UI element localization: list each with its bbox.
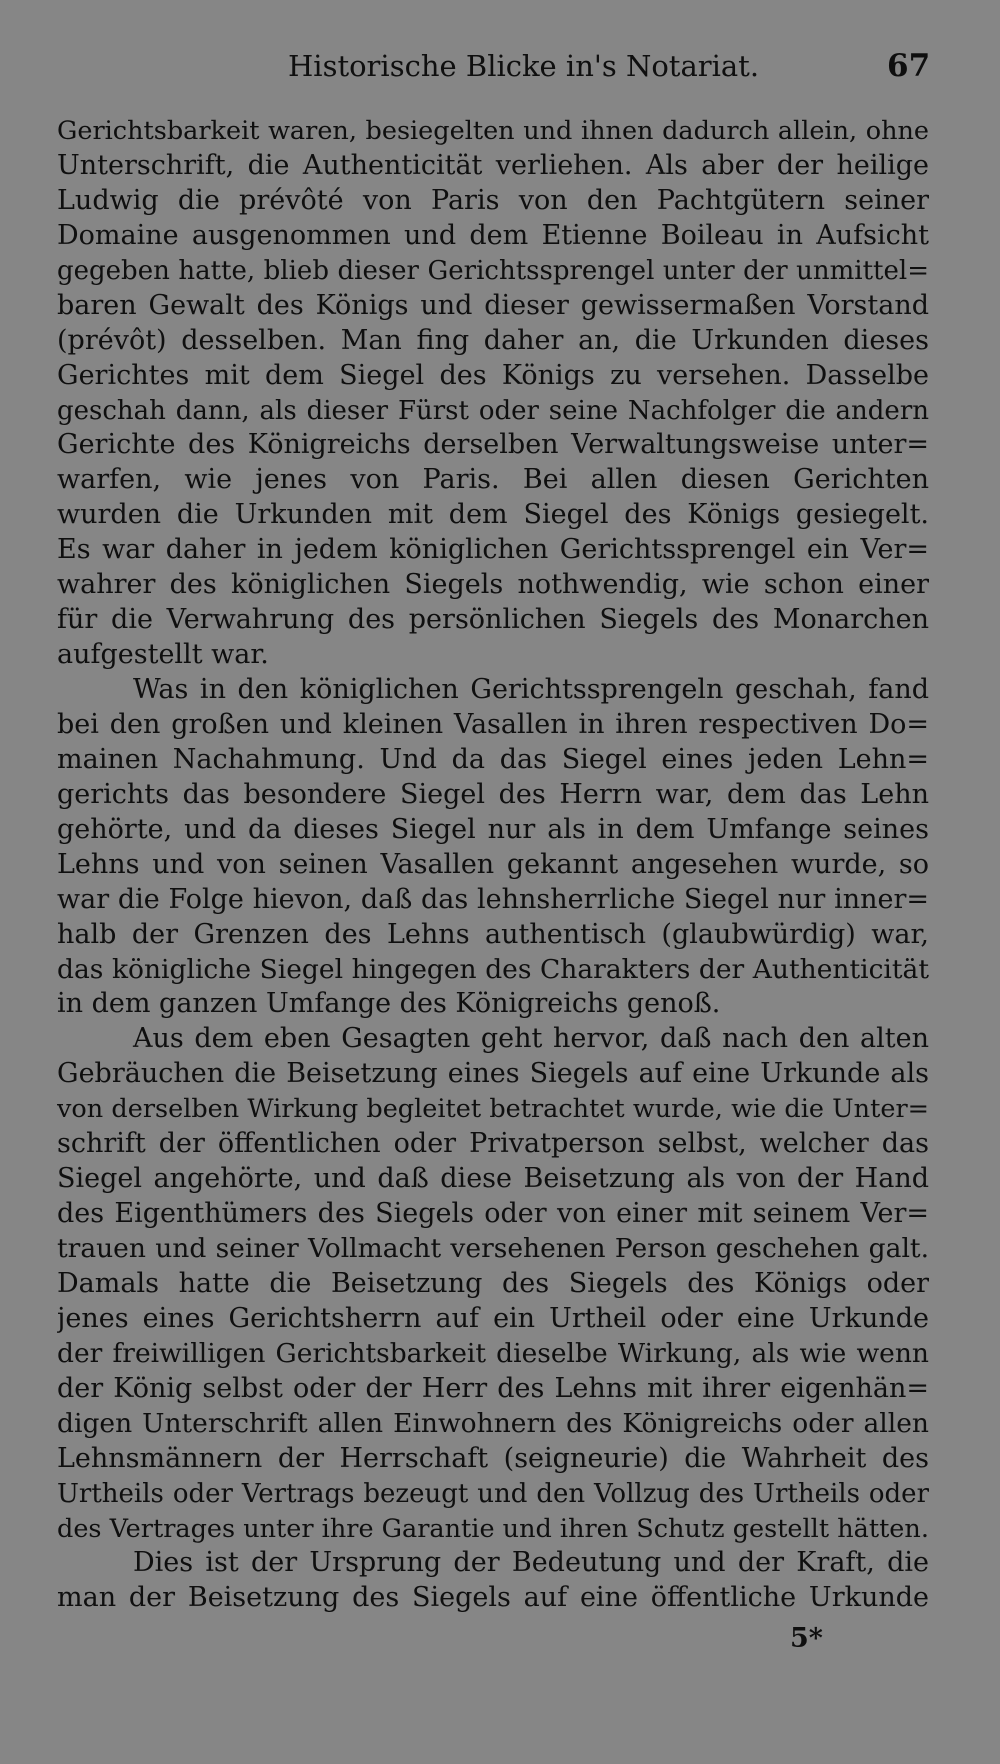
text-line: gehörte, und da dieses Siegel nur als in dem Umfange seines <box>57 813 929 845</box>
text-line: bei den großen und kleinen Vasallen in ihren respectiven Do= <box>57 708 929 740</box>
text-line: der König selbst oder der Herr des Lehns mit ihrer eigenhän= <box>57 1372 929 1404</box>
text-line: Gebräuchen die Beisetzung eines Siegels auf eine Urkunde als <box>57 1058 929 1090</box>
text-line: das königliche Siegel hingegen des Charakters der Authenticität <box>57 953 929 985</box>
text-line-paragraph-start: Dies ist der Ursprung der Bedeutung und der Kraft, die <box>133 1547 929 1579</box>
text-line: Damals hatte die Beisetzung des Siegels des Königs oder <box>57 1267 929 1299</box>
text-line-paragraph-start: Was in den königlichen Gerichtssprengeln geschah, fand <box>133 674 929 705</box>
text-line-paragraph-start: Aus dem eben Gesagten geht hervor, daß nach den alten <box>133 1023 929 1055</box>
page-number: 67 <box>887 48 931 84</box>
text-line: schrift der öffentlichen oder Privatperson selbst, welcher das <box>57 1128 929 1160</box>
text-line: von derselben Wirkung begleitet betrachtet wurde, wie die Unter= <box>57 1094 929 1125</box>
text-line: wahrer des königlichen Siegels nothwendig, wie schon einer <box>57 569 929 601</box>
signature-mark: 5* <box>790 1623 823 1654</box>
text-line: Domaine ausgenommen und dem Etienne Boileau in Aufsicht <box>57 219 929 251</box>
text-line: Gerichte des Königreichs derselben Verwaltungsweise unter= <box>57 429 929 461</box>
text-line: des Eigenthümers des Siegels oder von einer mit seinem Ver= <box>57 1198 929 1230</box>
text-line: wurden die Urkunden mit dem Siegel des Königs gesiegelt. <box>57 499 929 531</box>
header-title: Historische Blicke in's Notariat. <box>288 49 760 83</box>
text-line: Es war daher in jedem königlichen Gerichtssprengel ein Ver= <box>57 534 929 566</box>
text-line: geschah dann, als dieser Fürst oder seine Nachfolger die andern <box>57 395 929 426</box>
text-line-paragraph-end: des Vertrages unter ihre Garantie und ihren Schutz gestellt hätten. <box>57 1513 929 1544</box>
text-line: Urtheils oder Vertrags bezeugt und den Vollzug des Urtheils oder <box>57 1478 929 1509</box>
body-text <box>57 114 929 1616</box>
text-line: gerichts das besondere Siegel des Herrn war, dem das Lehn <box>57 778 929 810</box>
running-head <box>0 44 1000 88</box>
text-line-paragraph-end: in dem ganzen Umfange des Königreichs genoß. <box>57 988 721 1020</box>
text-line: Siegel angehörte, und daß diese Beisetzung als von der Hand <box>57 1163 929 1195</box>
text-line: war die Folge hievon, daß das lehnsherrliche Siegel nur inner= <box>57 883 929 915</box>
text-line: für die Verwahrung des persönlichen Siegels des Monarchen <box>57 604 929 636</box>
text-line: Gerichtsbarkeit waren, besiegelten und ihnen dadurch allein, ohne <box>57 116 929 146</box>
text-line: Unterschrift, die Authenticität verliehen. Als aber der heilige <box>57 149 929 181</box>
text-line: baren Gewalt des Königs und dieser gewissermaßen Vorstand <box>57 289 929 321</box>
text-line: Ludwig die prévôté von Paris von den Pachtgütern seiner <box>57 184 929 216</box>
text-line-paragraph-end: aufgestellt war. <box>57 639 269 671</box>
text-line: Lehnsmännern der Herrschaft (seigneurie) die Wahrheit des <box>57 1442 929 1474</box>
text-line: der freiwilligen Gerichtsbarkeit dieselbe Wirkung, als wie wenn <box>57 1337 929 1369</box>
text-line: digen Unterschrift allen Einwohnern des Königreichs oder allen <box>57 1407 929 1439</box>
text-line: man der Beisetzung des Siegels auf eine öffentliche Urkunde <box>57 1582 929 1614</box>
text-line: jenes eines Gerichtsherrn auf ein Urtheil oder eine Urkunde <box>57 1302 929 1334</box>
text-line: Gerichtes mit dem Siegel des Königs zu versehen. Dasselbe <box>57 359 929 391</box>
text-line: mainen Nachahmung. Und da das Siegel eines jeden Lehn= <box>57 743 929 775</box>
text-line: halb der Grenzen des Lehns authentisch (glaubwürdig) war, <box>57 918 929 950</box>
text-line: (prévôt) desselben. Man fing daher an, die Urkunden dieses <box>57 324 929 356</box>
text-line: Lehns und von seinen Vasallen gekannt angesehen wurde, so <box>57 848 929 880</box>
text-line: trauen und seiner Vollmacht versehenen Person geschehen galt. <box>57 1233 929 1264</box>
text-line: gegeben hatte, blieb dieser Gerichtssprengel unter der unmittel= <box>57 255 929 286</box>
text-line: warfen, wie jenes von Paris. Bei allen diesen Gerichten <box>57 464 929 496</box>
